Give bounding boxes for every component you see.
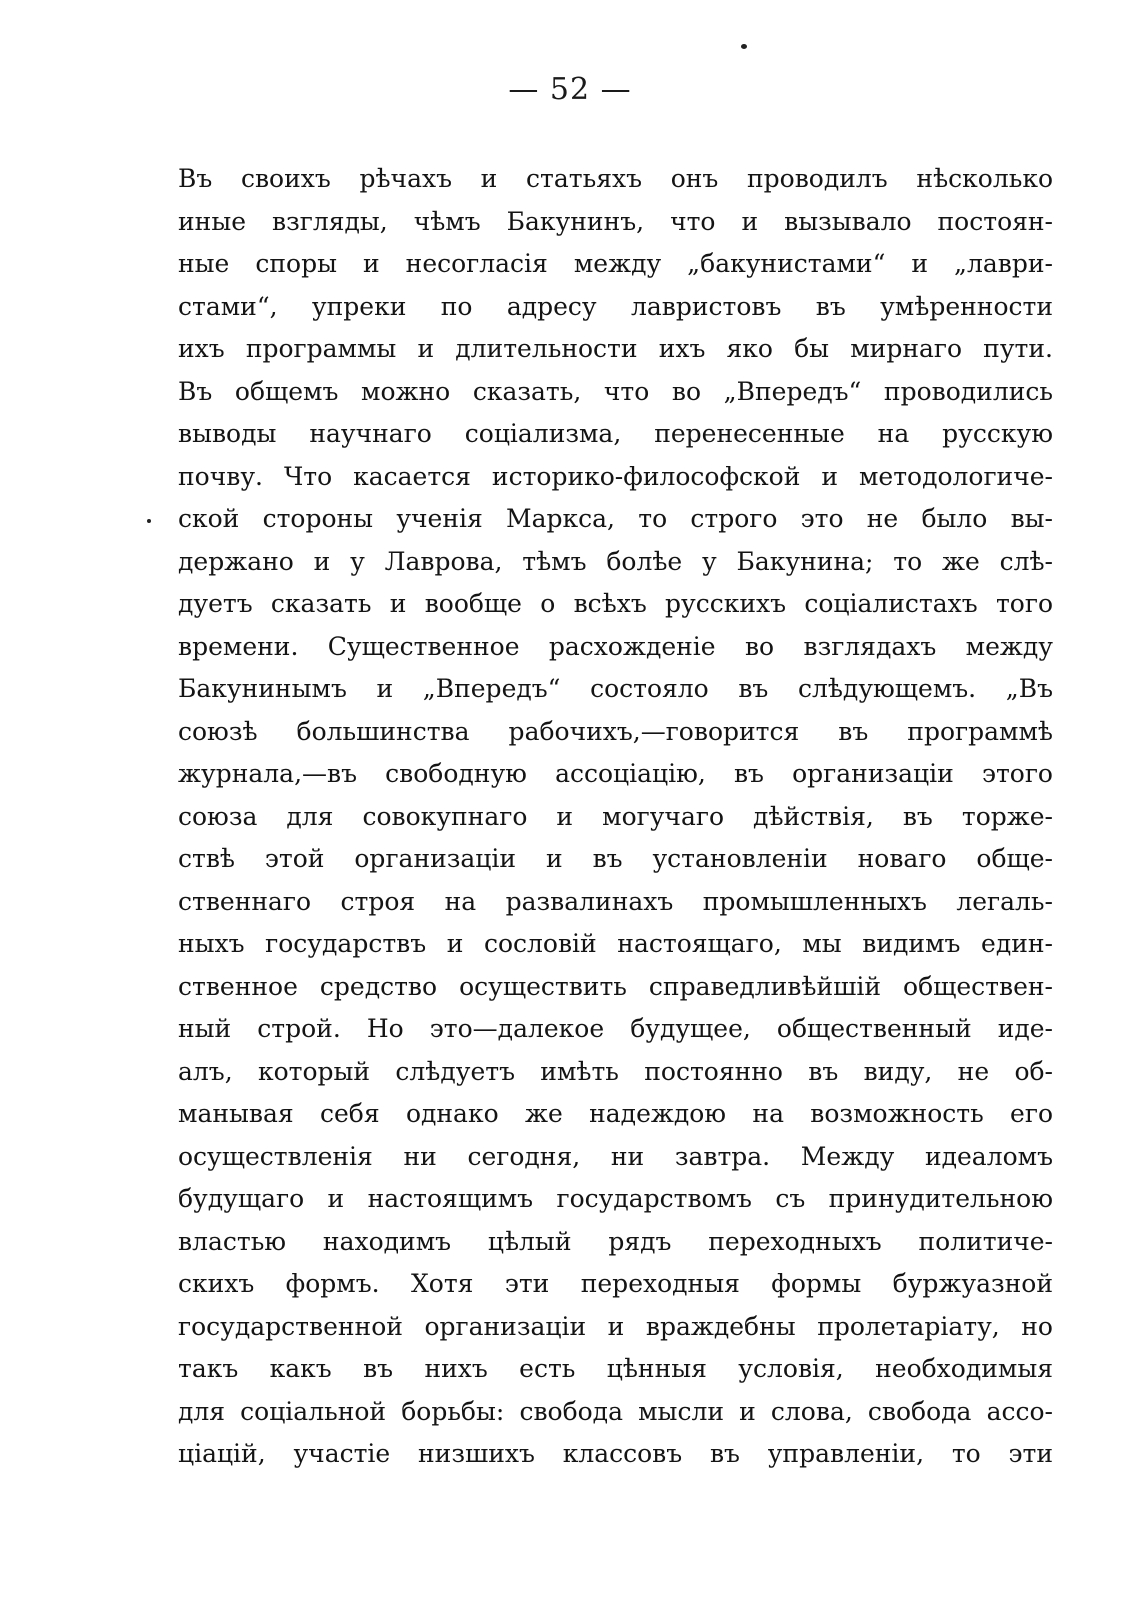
text-line: журнала,—въ свободную ассоціацію, въ организаціи этого: [178, 759, 1053, 788]
page-number: — 52 —: [508, 72, 632, 107]
text-line: держано и у Лаврова, тѣмъ болѣе у Бакунина; то же слѣ-: [178, 546, 1053, 576]
text-line: союза для совокупнаго и могучаго дѣйствія, въ торже-: [178, 801, 1053, 831]
print-speck: [147, 519, 151, 523]
text-line: Въ своихъ рѣчахъ и статьяхъ онъ проводилъ нѣсколько: [178, 164, 1053, 193]
text-line: ственное средство осуществить справедливѣйшій обществен-: [178, 971, 1053, 1001]
text-line: почву. Что касается историко-философской и методологиче-: [178, 461, 1053, 491]
print-speck: [741, 44, 747, 49]
body-text: [178, 158, 1053, 1476]
text-line: дуетъ сказать и вообще о всѣхъ русскихъ соціалистахъ того: [178, 589, 1053, 618]
text-line: манывая себя однако же надеждою на возможность его: [178, 1099, 1053, 1128]
text-line: Въ общемъ можно сказать, что во „Впередъ“ проводились: [178, 376, 1053, 406]
text-line: ныхъ государствъ и сословій настоящаго, мы видимъ един-: [178, 929, 1053, 958]
text-line: времени. Существенное расхожденіе во взглядахъ между: [178, 631, 1053, 661]
text-line: ственнаго строя на развалинахъ промышленныхъ легаль-: [178, 886, 1053, 916]
text-line: ный строй. Но это—далекое будущее, общественный иде-: [178, 1014, 1053, 1043]
text-line: ской стороны ученія Маркса, то строго это не было вы-: [178, 504, 1053, 533]
text-line: такъ какъ въ нихъ есть цѣнныя условія, необходимыя: [178, 1354, 1053, 1383]
text-line: для соціальной борьбы: свобода мысли и слова, свобода ассо-: [178, 1396, 1053, 1426]
text-line: союзѣ большинства рабочихъ,—говорится въ программѣ: [178, 716, 1053, 746]
text-line: ціацій, участіе низшихъ классовъ въ управленіи, то эти: [178, 1439, 1053, 1468]
text-line: властью находимъ цѣлый рядъ переходныхъ политиче-: [178, 1226, 1053, 1256]
text-line: Бакунинымъ и „Впередъ“ состояло въ слѣдующемъ. „Въ: [178, 674, 1053, 703]
text-line: выводы научнаго соціализма, перенесенные на русскую: [178, 419, 1053, 448]
text-line: алъ, который слѣдуетъ имѣть постоянно въ виду, не об-: [178, 1056, 1053, 1086]
text-line: иные взгляды, чѣмъ Бакунинъ, что и вызывало постоян-: [178, 206, 1053, 236]
text-line: скихъ формъ. Хотя эти переходныя формы буржуазной: [178, 1269, 1053, 1298]
text-line: осуществленія ни сегодня, ни завтра. Между идеаломъ: [178, 1141, 1053, 1171]
text-line: государственной организаціи и враждебны пролетаріату, но: [178, 1311, 1053, 1341]
text-line: ные споры и несогласія между „бакунистами“ и „лаври-: [178, 249, 1053, 278]
text-line: ихъ программы и длительности ихъ яко бы мирнаго пути.: [178, 334, 1053, 363]
text-line: стами“, упреки по адресу лавристовъ въ умѣренности: [178, 291, 1053, 321]
text-line: будущаго и настоящимъ государствомъ съ принудительною: [178, 1184, 1053, 1213]
text-line: ствѣ этой организаціи и въ установленіи новаго обще-: [178, 844, 1053, 873]
